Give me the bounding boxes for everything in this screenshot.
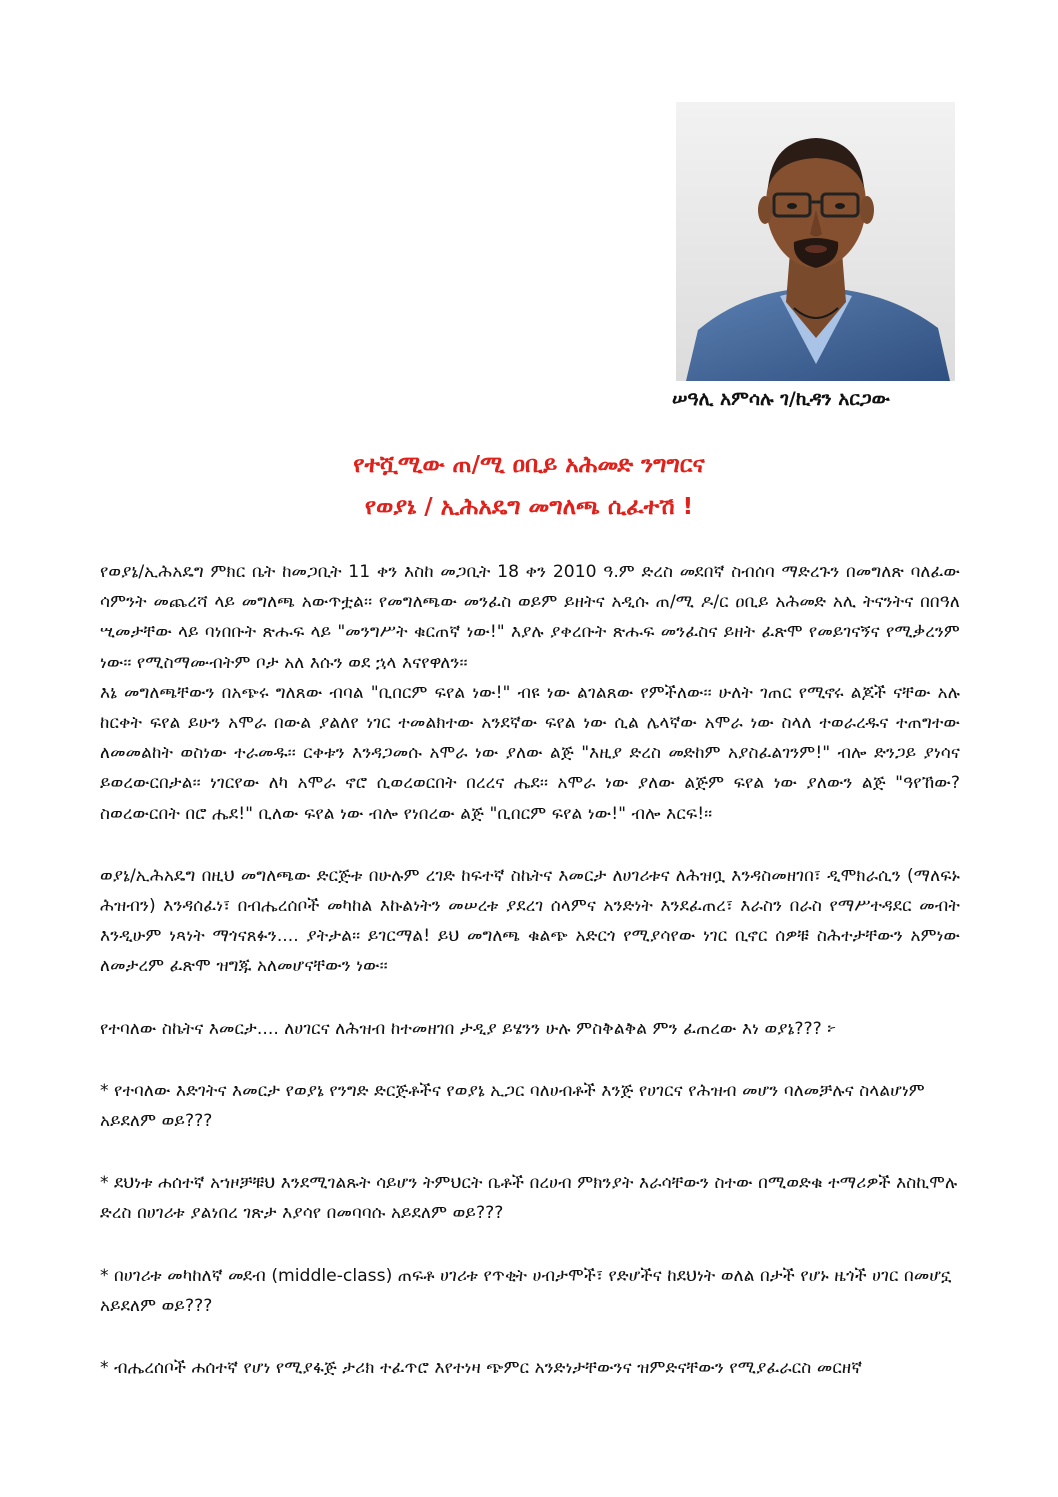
paragraph-3: ወያኔ/ኢሕአዴግ በዚህ መግለጫው ድርጅቱ በሁሉም ረገድ ከፍተኛ ስኬትና እመርታ ለሀገሪቱና ለሕዝቧ እንዳስመዘገበ፣ ዲሞክራሲን (ማለፍኑ ሕዝብን) እንዳሰፈነ፣ በብሔረሰቦች መካከል እኩልነትን መሠረቱ ያደረገ ሰላምና አንድነት እንደፈጠረ፣ እራስን በራስ የማሥተዳደር መብት እንዲሁም ነጻነት ማጎናጸፉን.... ያትታል፡፡ ይገርማል! ይህ መግለጫ ቁልጭ አድርጎ የሚያሳየው ነገር ቢኖር ሰዎቹ ስሕተታቸውን አምነው ለመታረም ፈጽሞ ዝግጁ አለመሆናቸውን ነው፡፡ xyxy=(100,865,960,977)
author-photo xyxy=(676,102,955,381)
article-body xyxy=(100,557,960,1383)
photo-caption: ሠዓሊ አምሳሉ ገ/ኪዳን አርጋው xyxy=(672,388,890,410)
bullet-question-1: * የተባለው እድገትና እመርታ የወያኔ የንግድ ድርጅቶችና የወያኔ ኢጋር ባለሀብቶች እንጅ የሀገርና የሕዝብ መሆን ባለመቻሉና ስላልሆነም አይደለም ወይ??? xyxy=(100,1080,925,1132)
bullet-question-4: * ብሔረሰቦች ሐሰተኛ የሆነ የሚያፋጅ ታሪክ ተፈጥሮ እየተነዛ ጭምር አንድነታቸውንና ዝምድናቸውን የሚያፈራርስ መርዘኛ xyxy=(100,1358,863,1379)
bullet-question-3: * በሀገሪቱ መካከለኛ መደብ (middle-class) ጠፍቶ ሀገሪቱ የጥቂት ሀብታሞች፣ የድሆችና ከደህነት ወለል በታች የሆኑ ዜጎች ሀገር በመሆኗ አይደለም ወይ??? xyxy=(100,1265,952,1316)
paragraph-2: እኔ መግለጫቸውን በአጭሩ ግለጸው ብባል "ቢበርም ፍየል ነው!" ብዩ ነው ልገልጸው የምችለው፡፡ ሁለት ገጠር የሚኖሩ ልጆች ናቸው አሉ ከርቀት ፍየል ይሁን አሞራ በውል ያልለየ ነገር ተመልክተው አንደኛው ፍየል ነው ሲል ሌላኛው አሞራ ነው ስላለ ተወራረዱና ተጠግተው ለመመልከት ወስነው ተራመዱ፡፡ ርቀቱን እንዳጋመሱ አሞራ ነው ያለው ልጅ "እዚያ ድረስ መድከም አያስፈልገንም!" ብሎ ድንጋይ ያነሳና ይወረውርበታል፡፡ ነገርየው ለካ አሞራ ኖሮ ሲወረወርበት በረረና ሔደ፡፡ አሞራ ነው ያለው ልጅም ፍየል ነው ያለውን ልጅ "ዓየኸው? ስወረውርበት በሮ ሔደ!" ቢለው ፍየል ነው ብሎ የነበረው ልጅ "ቢበርም ፍየል ነው!" ብሎ እርፍ!፡፡ xyxy=(100,682,960,824)
bullet-question-2: * ደህነቱ ሐሰተኛ አኀዞቻቹህ እንደሚገልጹት ሳይሆን ትምህርት ቤቶች በረሀብ ምክንያት እራሳቸውን ስተው በሚወድቁ ተማሪዎች እስኪሞሉ ድረስ በሀገሪቱ ያልነበረ ገጽታ እያሳየ በመባባሱ አይደለም ወይ??? xyxy=(100,1173,958,1224)
paragraph-4: የተባለው ስኬትና እመርታ.... ለሀገርና ለሕዝብ ከተመዘገበ ታዲያ ይሄንን ሁሉ ምስቅልቅል ምን ፈጠረው እነ ወያኔ??? ፦ xyxy=(100,1018,837,1039)
author-portrait-image xyxy=(676,102,955,381)
paragraph-1: የወያኔ/ኢሕአዴግ ምክር ቤት ከመጋቢት 11 ቀን እስከ መጋቢት 18 ቀን 2010 ዓ.ም ድረስ መደበኛ ስብሰባ ማድረጉን በመግለጽ ባለፈው ሳምንት መጨረሻ ላይ መግለጫ አውጥቷል፡፡ የመግለጫው መንፈስ ወይም ይዘትና አዲሱ ጠ/ሚ ዶ/ር ዐቢይ አሕመድ አሊ ትናንትና በበዓለ ሢመታቸው ላይ ባነበቡት ጽሑፍ ላይ "መንግሥት ቁርጠኛ ነው!" እያሉ ያቀረቡት ጽሑፍ መንፈስና ይዘት ፈጽሞ የመይገናኝና የሚቃረንም ነው፡፡ የሚስማሙብትም ቦታ አለ እሱን ወደ ኋላ እናየዋለን፡፡ xyxy=(100,562,960,673)
article-title-line-1: የተሿሚው ጠ/ሚ ዐቢይ አሕመድ ንግግርና xyxy=(353,452,705,478)
article-title-line-2: የወያኔ / ኢሕአዴግ መግለጫ ሲፈተሽ ! xyxy=(364,494,694,520)
